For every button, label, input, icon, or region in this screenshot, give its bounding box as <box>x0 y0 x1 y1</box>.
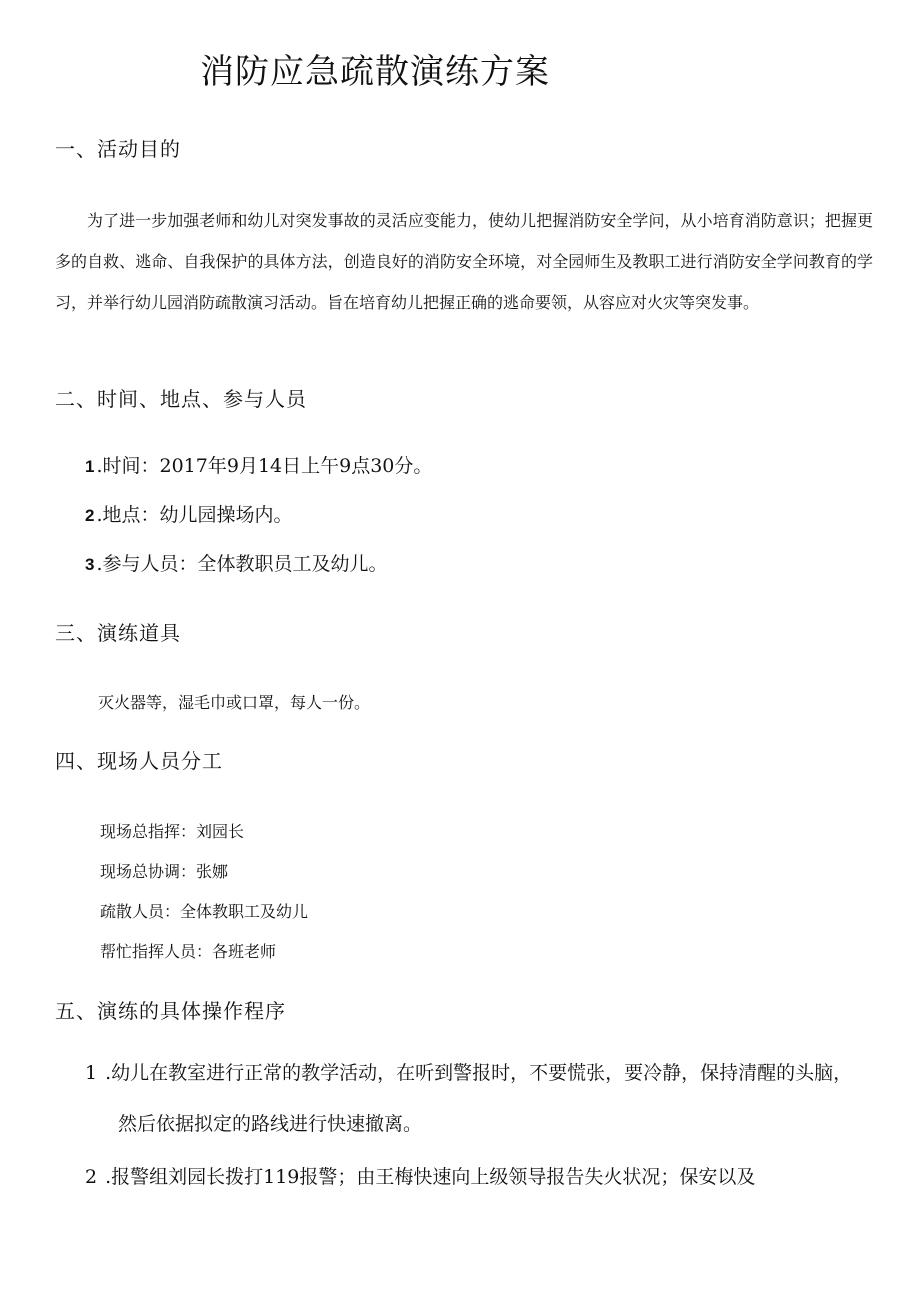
section-heading-props: 三、演练道具 <box>55 621 181 645</box>
section-heading-staff: 四、现场人员分工 <box>55 749 223 773</box>
step-number: 1 <box>85 1062 98 1084</box>
staff-line-evacuation: 疏散人员：全体教职工及幼儿 <box>100 902 309 921</box>
procedure-step-continuation: 然后依据拟定的路线进行快速撤离。 <box>118 1113 423 1135</box>
section-heading-time-place: 二、时间、地点、参与人员 <box>55 387 307 411</box>
list-number: 2 <box>85 506 95 525</box>
list-number: 1 <box>85 457 95 476</box>
procedure-step-line <box>85 1152 885 1203</box>
section-heading-procedure: 五、演练的具体操作程序 <box>55 999 286 1023</box>
list-number: 3 <box>85 555 95 574</box>
props-text: 灭火器等，湿毛巾或口罩，每人一份。 <box>98 693 371 712</box>
staff-line-commander: 现场总指挥：刘园长 <box>100 822 245 841</box>
procedure-step-2 <box>85 1152 885 1203</box>
step-text: .报警组刘园长拨打119报警；由王梅快速向上级领导报告失火状况；保安以及 <box>105 1166 756 1188</box>
purpose-paragraph: 为了进一步加强老师和幼儿对突发事故的灵活应变能力，使幼儿把握消防安全学问，从小培育消防意识；把握更多的自救、逃命、自我保护的具体方法，创造良好的消防安全环境，对全园师生及教职工进行消防安全学问教育的学习，并举行幼儿园消防疏散演习活动。旨在培育幼儿把握正确的逃命要领，从容应对火灾等突发事。 <box>55 211 873 312</box>
list-item-participants <box>85 549 388 576</box>
procedure-step-1 <box>85 1048 885 1150</box>
list-item-time <box>85 451 432 478</box>
list-text: .时间：2017年9月14日上午9点30分。 <box>96 455 433 477</box>
staff-line-assistants: 帮忙指挥人员：各班老师 <box>100 942 277 961</box>
list-item-place <box>85 500 293 527</box>
document-title: 消防应急疏散演练方案 <box>200 52 550 92</box>
staff-line-coordinator: 现场总协调：张娜 <box>100 862 229 881</box>
list-text: .地点：幼儿园操场内。 <box>96 504 293 526</box>
section-heading-purpose: 一、活动目的 <box>55 137 181 161</box>
step-text: .幼儿在教室进行正常的教学活动，在听到警报时，不要慌张，要冷静，保持清醒的头脑， <box>105 1062 853 1084</box>
step-number: 2 <box>85 1166 98 1188</box>
procedure-step-line <box>85 1048 885 1099</box>
list-text: .参与人员：全体教职员工及幼儿。 <box>96 553 388 575</box>
